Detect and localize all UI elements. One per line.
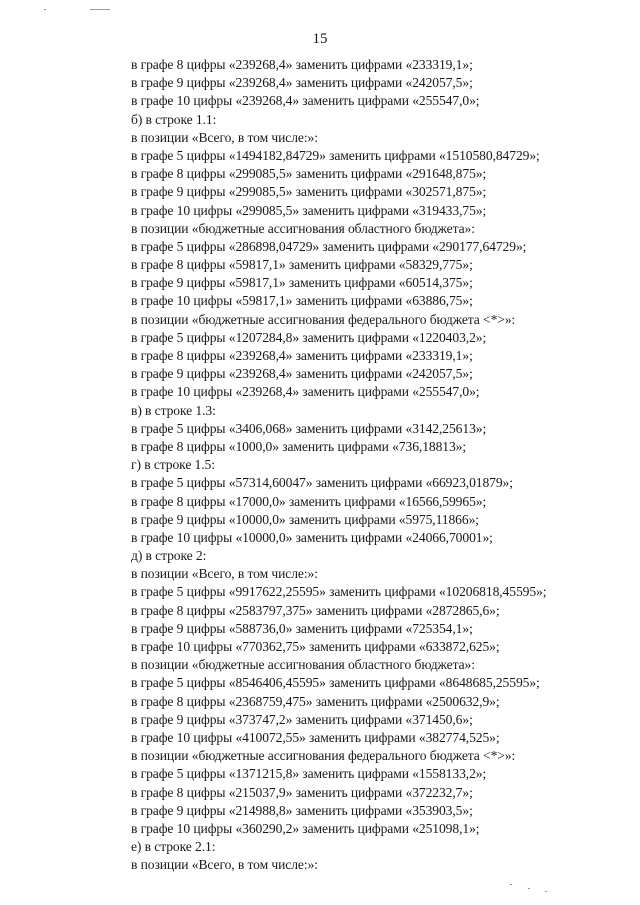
text-line: в графе 9 цифры «373747,2» заменить цифрами «371450,6»;: [131, 711, 473, 727]
text-line: в графе 8 цифры «239268,4» заменить цифрами «233319,1»;: [131, 348, 473, 363]
text-line: в графе 9 цифры «588736,0» заменить цифрами «725354,1»;: [131, 620, 473, 636]
text-line: в графе 5 цифры «8546406,45595» заменить цифрами «8648685,25595»;: [131, 675, 540, 691]
scan-speck: [44, 9, 46, 10]
text-line: в позиции «Всего, в том числе:»:: [131, 129, 318, 145]
text-line: в графе 10 цифры «410072,55» заменить цифрами «382774,525»;: [131, 729, 500, 745]
text-line: в графе 8 цифры «1000,0» заменить цифрами «736,18813»;: [131, 438, 467, 454]
text-line: в графе 5 цифры «1371215,8» заменить цифрами «1558133,2»;: [131, 766, 487, 782]
text-line: в графе 5 цифры «286898,04729» заменить цифрами «290177,64729»;: [131, 238, 527, 254]
text-line: г) в строке 1.5:: [131, 457, 215, 473]
text-line: в графе 9 цифры «299085,5» заменить цифрами «302571,875»;: [131, 184, 487, 200]
text-line: в графе 8 цифры «239268,4» заменить цифрами «233319,1»;: [131, 57, 473, 72]
scan-speck: [90, 9, 110, 10]
text-line: в графе 8 цифры «17000,0» заменить цифрами «16566,59965»;: [131, 493, 487, 509]
text-line: в позиции «Всего, в том числе:»:: [131, 566, 318, 582]
text-line: в) в строке 1.3:: [131, 402, 216, 418]
text-line: в графе 8 цифры «2368759,475» заменить цифрами «2500632,9»;: [131, 693, 500, 709]
text-line: в графе 10 цифры «59817,1» заменить цифрами «63886,75»;: [131, 293, 473, 309]
text-line: в графе 8 цифры «59817,1» заменить цифрами «58329,775»;: [131, 257, 473, 273]
text-line: в графе 9 цифры «10000,0» заменить цифрами «5975,11866»;: [131, 511, 479, 527]
text-line: в графе 10 цифры «360290,2» заменить цифрами «251098,1»;: [131, 820, 480, 836]
page-number: 15: [312, 31, 328, 47]
text-line: в графе 5 цифры «9917622,25595» заменить цифрами «10206818,45595»;: [131, 584, 547, 600]
text-line: в графе 10 цифры «10000,0» заменить цифрами «24066,70001»;: [131, 529, 493, 545]
text-line: в позиции «бюджетные ассигнования федерального бюджета <*>»:: [131, 748, 516, 764]
text-line: в позиции «Всего, в том числе:»:: [131, 857, 318, 873]
text-line: в графе 9 цифры «239268,4» заменить цифрами «242057,5»;: [131, 366, 473, 382]
text-line: в позиции «бюджетные ассигнования областного бюджета»:: [131, 220, 475, 236]
text-line: в позиции «бюджетные ассигнования федерального бюджета <*>»:: [131, 311, 516, 327]
text-line: в графе 9 цифры «239268,4» заменить цифрами «242057,5»;: [131, 75, 473, 91]
text-line: в графе 5 цифры «1494182,84729» заменить цифрами «1510580,84729»;: [131, 147, 540, 163]
text-line: в графе 9 цифры «214988,8» заменить цифрами «353903,5»;: [131, 802, 473, 818]
text-line: в графе 10 цифры «770362,75» заменить цифрами «633872,625»;: [131, 639, 500, 654]
text-line: в графе 10 цифры «239268,4» заменить цифрами «255547,0»;: [131, 93, 480, 109]
text-line: в графе 5 цифры «3406,068» заменить цифрами «3142,25613»;: [131, 420, 487, 436]
text-line: в графе 8 цифры «215037,9» заменить цифрами «372232,7»;: [131, 784, 473, 800]
text-line: в позиции «бюджетные ассигнования областного бюджета»:: [131, 657, 475, 673]
document-body: [131, 56, 546, 874]
text-line: в графе 5 цифры «57314,60047» заменить цифрами «66923,01879»;: [131, 475, 513, 491]
text-line: в графе 8 цифры «299085,5» заменить цифрами «291648,875»;: [131, 166, 487, 182]
scan-speck: [545, 891, 547, 892]
text-line: в графе 9 цифры «59817,1» заменить цифрами «60514,375»;: [131, 275, 473, 291]
text-line: д) в строке 2:: [131, 548, 207, 564]
text-line: в графе 10 цифры «239268,4» заменить цифрами «255547,0»;: [131, 384, 480, 400]
text-line: в графе 5 цифры «1207284,8» заменить цифрами «1220403,2»;: [131, 329, 487, 345]
text-line: в графе 8 цифры «2583797,375» заменить цифрами «2872865,6»;: [131, 602, 500, 618]
text-line: е) в строке 2.1:: [131, 839, 216, 855]
scan-speck: [510, 884, 512, 885]
scan-speck: [528, 888, 530, 889]
text-line: б) в строке 1.1:: [131, 111, 217, 127]
text-line: в графе 10 цифры «299085,5» заменить цифрами «319433,75»;: [131, 202, 487, 218]
